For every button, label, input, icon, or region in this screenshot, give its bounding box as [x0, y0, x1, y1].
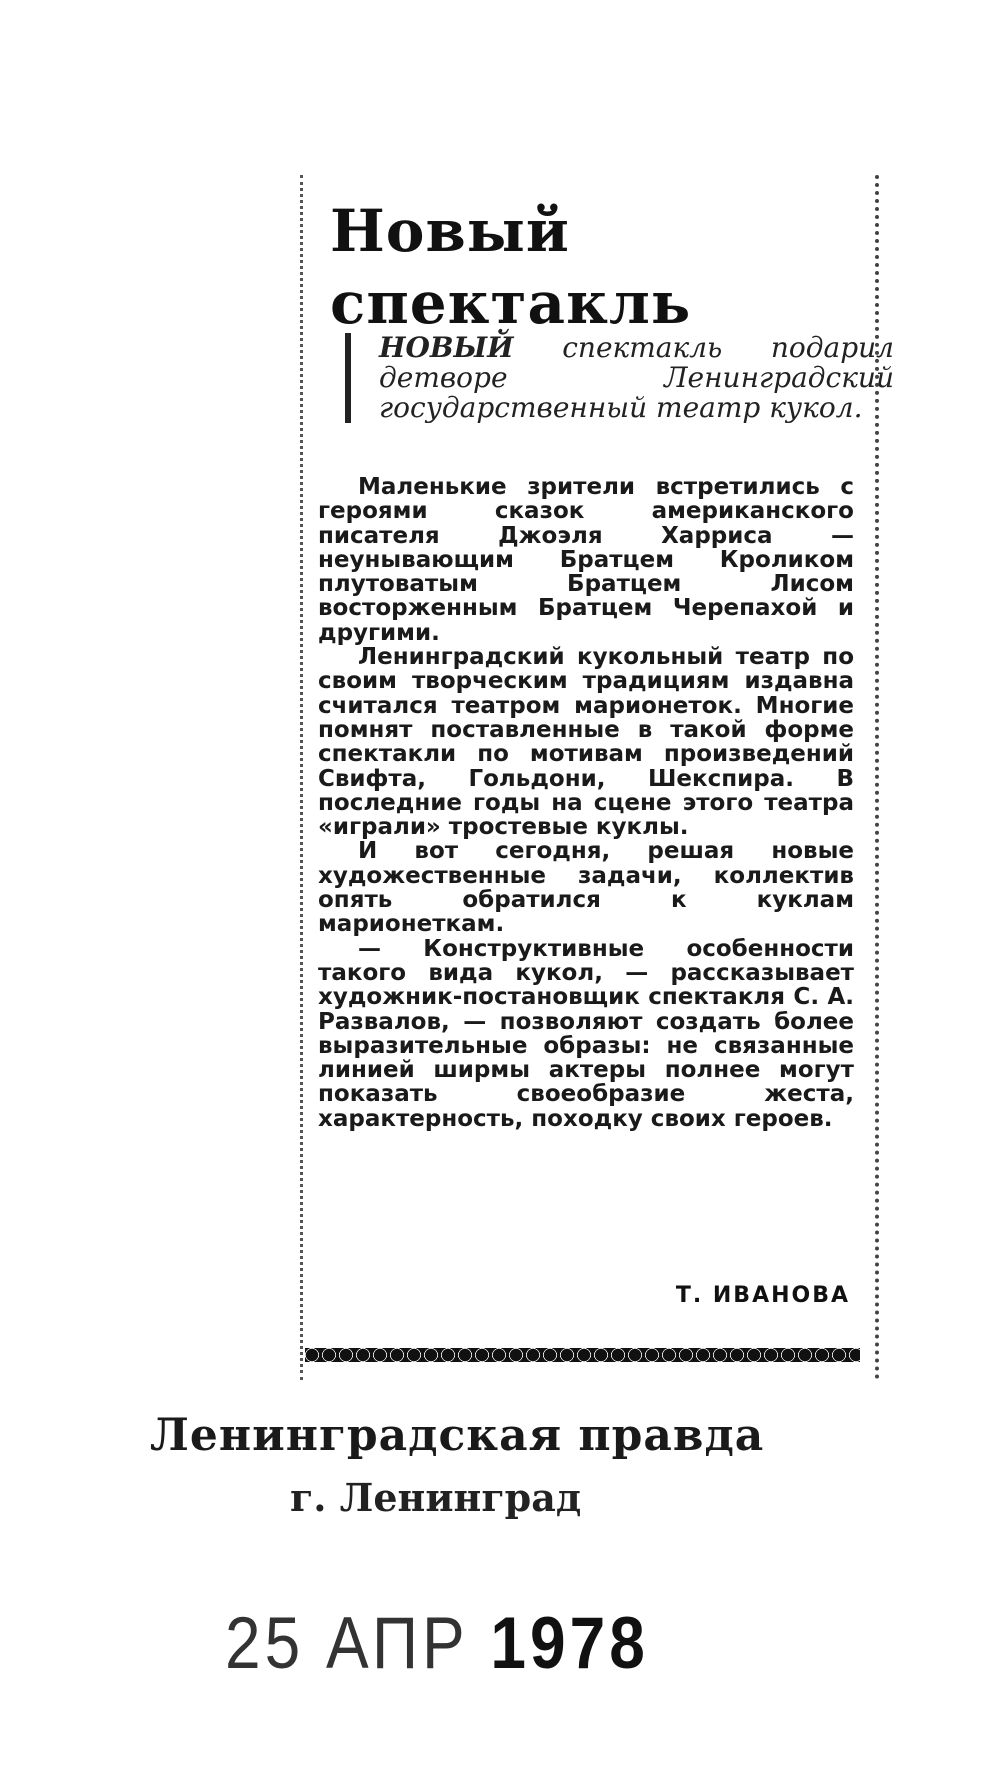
headline-line-1: Новый [330, 197, 570, 265]
paragraph-4: — Конструктивные особенности такого вида кукол, — рассказывает художник-постановщик спектакля С. А. Развалов, — позволяют создать более выразительные образы: не связанные линией ширмы актеры полнее могут показать своеобразие жеста, характерность, походку своих героев. [318, 935, 854, 1132]
stamp-day: 25 [225, 1601, 305, 1684]
headline-line-2: спектакль [330, 269, 692, 337]
paragraph-3: И вот сегодня, решая новые художественные задачи, коллектив опять обратился к куклам марионеткам. [318, 838, 854, 938]
paragraph-1: Маленькие зрители встретились с героями сказок американского писателя Джоэля Харриса — неунывающим Братцем Кроликом плутоватым Братцем Лисом восторженным Братцем Черепахой и другими. [318, 474, 854, 646]
article-author: Т. ИВАНОВА [675, 1283, 850, 1308]
stamp-newspaper-name: Ленинградская правда [150, 1410, 765, 1461]
paragraph-2: Ленинградский кукольный театр по своим творческим традициям издавна считался театром марионеток. Многие помнят поставленные в такой форме спектакли по мотивам произведений Свифта, Гольдони, Шекспира. В последние годы на сцене этого театра «играли» тростевые куклы. [318, 644, 854, 841]
stamp-city: г. Ленинград [290, 1475, 582, 1520]
article-lead [345, 333, 894, 423]
decorative-divider [305, 1348, 860, 1362]
stamp-year: 1978 [490, 1601, 649, 1684]
stamp-date [225, 1600, 725, 1685]
lead-capital: НОВЫЙ [379, 331, 514, 364]
article-headline [330, 195, 830, 339]
lead-text: спектакль подарил детворе Ленинградский государственный театр кукол. [379, 331, 894, 424]
stamp-month: АПР [325, 1601, 469, 1684]
article-body [318, 475, 854, 1131]
